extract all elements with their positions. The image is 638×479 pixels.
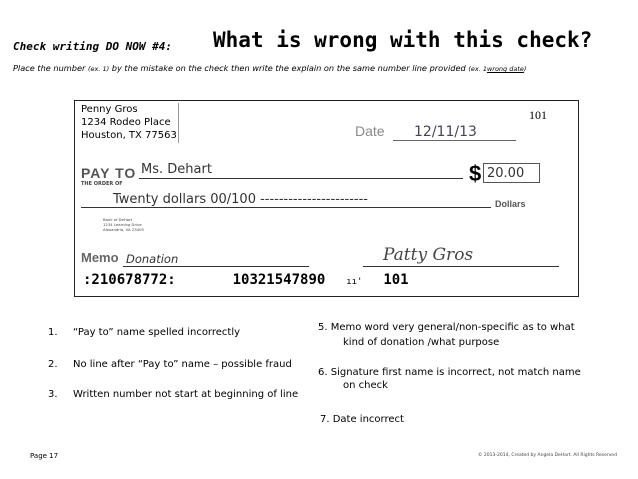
instructions-part1: Place the number — [13, 63, 86, 73]
list-item-text: “Pay to” name spelled incorrectly — [73, 327, 241, 338]
instructions — [13, 63, 526, 73]
date-value: 12/11/13 — [414, 124, 477, 140]
list-item-continuation: on check — [343, 380, 388, 391]
list-item-continuation: kind of donation /what purpose — [343, 337, 500, 348]
list-item-text: 7. Date incorrect — [320, 414, 404, 425]
list-item-text: 5. Memo word very general/non-specific as to what — [318, 322, 575, 333]
page-number: Page 17 — [30, 452, 59, 460]
list-item-text: Written number not start at beginning of line — [73, 389, 299, 400]
list-item-number: 2. — [48, 359, 58, 370]
pay-to-label: PAY TO — [81, 165, 137, 181]
memo-line — [123, 266, 309, 267]
micr-routing: :210678772: — [83, 272, 176, 288]
check-owner-block — [81, 103, 179, 143]
list-item-number: 1. — [48, 327, 58, 338]
list-item — [320, 414, 404, 425]
list-item-text: 6. Signature first name is incorrect, not match name — [318, 367, 581, 378]
amount-box: 20.00 — [483, 163, 540, 183]
amount-words-line — [81, 207, 491, 208]
owner-name: Penny Gros — [81, 104, 138, 115]
check — [74, 100, 579, 297]
memo-value: Donation — [126, 252, 179, 266]
check-number: 101 — [529, 108, 547, 122]
date-line — [393, 140, 516, 141]
bank-address: 1234 Learning Drive — [103, 222, 142, 227]
owner-city: Houston, TX 77563 — [81, 130, 177, 141]
payee-name: Ms. Dehart — [141, 162, 212, 177]
micr-account: 10321547890 — [232, 272, 326, 288]
instructions-part2: by the mistake on the check then write the explain on the same number line provided — [111, 63, 466, 73]
amount-words: Twenty dollars 00/100 ----------------------- — [113, 192, 368, 207]
list-item — [318, 367, 581, 391]
date-label: Date — [355, 123, 385, 139]
dollars-label: Dollars — [495, 199, 526, 209]
copyright: © 2013-2014, Created by Angela DeHart. All Rights Reserved — [478, 453, 617, 458]
list-item-number: 3. — [48, 389, 58, 400]
bank-info — [103, 217, 144, 232]
instructions-example1: (ex. 1) — [87, 65, 110, 73]
list-item — [318, 322, 575, 348]
bank-name: Bank of DeHart — [103, 217, 133, 222]
instructions-example2-underlined: wrong date — [486, 65, 524, 73]
micr-check-number: 101 — [383, 272, 409, 288]
memo-label: Memo — [81, 250, 119, 265]
micr-separator: ıı' — [346, 277, 363, 287]
dollar-sign: $ — [469, 161, 482, 186]
worksheet-label: Check writing DO NOW #4: — [13, 40, 172, 53]
owner-address: 1234 Rodeo Place — [81, 117, 171, 128]
instructions-example2: (ex. 1 — [468, 65, 487, 73]
bank-city: Alexandria, VA 23405 — [103, 227, 144, 232]
instructions-example2-close: ) — [523, 65, 527, 73]
order-of-label: THE ORDER OF — [81, 181, 123, 187]
signature: Patty Gros — [383, 245, 474, 265]
list-item-text: No line after “Pay to” name – possible fraud — [73, 359, 292, 370]
pay-to-line — [139, 178, 463, 179]
micr-line — [83, 272, 409, 288]
signature-line — [363, 266, 559, 267]
worksheet-title: What is wrong with this check? — [213, 28, 593, 52]
